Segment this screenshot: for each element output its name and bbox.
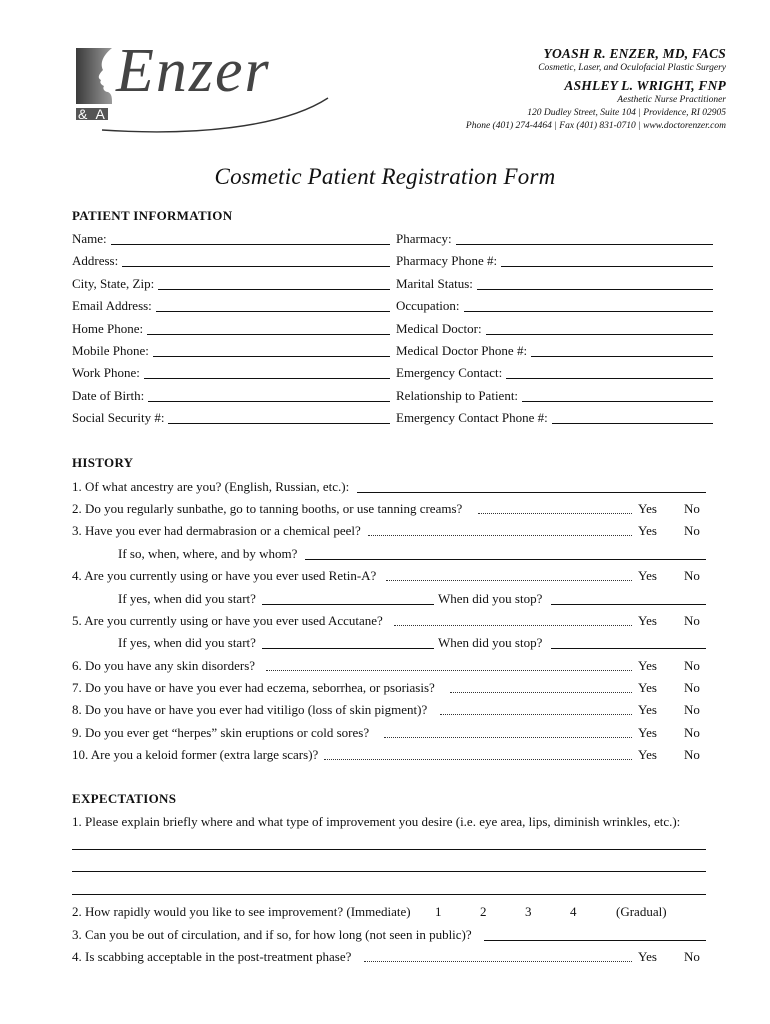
expectations-heading: EXPECTATIONS — [72, 791, 177, 806]
patient-right-field-input[interactable] — [531, 344, 713, 357]
np-title: Aesthetic Nurse Practitioner — [617, 95, 726, 105]
accutane-stop-field[interactable] — [551, 636, 706, 649]
leader-dots — [394, 614, 632, 626]
history-q7-no[interactable]: No — [684, 680, 700, 695]
patient-left-field-input[interactable] — [111, 232, 390, 245]
patient-info-heading: PATIENT INFORMATION — [72, 208, 233, 223]
leader-dots — [266, 659, 632, 671]
leader-dots — [386, 569, 632, 581]
history-q4-start-label: If yes, when did you start? — [118, 591, 256, 606]
patient-right-field-label: Occupation: — [396, 298, 460, 314]
patient-right-field-input[interactable] — [464, 299, 713, 312]
improvement-answer-line-2[interactable] — [72, 870, 706, 872]
expectations-q2-label: 2. How rapidly would you like to see improvement? (Immediate) — [72, 904, 411, 919]
downtime-field[interactable] — [484, 928, 706, 941]
practice-logo — [72, 37, 342, 138]
history-q5-yes[interactable]: Yes — [638, 613, 657, 628]
patient-left-field-label: Mobile Phone: — [72, 343, 149, 358]
logo-subtitle: & ASSOCIATES,PC — [78, 106, 240, 122]
history-q7-yes[interactable]: Yes — [638, 680, 657, 695]
patient-left-field-input[interactable] — [158, 277, 390, 290]
patient-right-field-input[interactable] — [456, 232, 713, 245]
history-q4-stop-label: When did you stop? — [438, 591, 543, 606]
leader-dots — [478, 502, 632, 514]
expectations-q4-no[interactable]: No — [684, 949, 700, 964]
history-q4-yes[interactable]: Yes — [638, 568, 657, 583]
history-q2-label: 2. Do you regularly sunbathe, go to tanning booths, or use tanning creams? — [72, 501, 463, 516]
history-q8-yes[interactable]: Yes — [638, 702, 657, 717]
patient-right-field-input[interactable] — [501, 254, 713, 267]
expectations-q4-label: 4. Is scabbing acceptable in the post-treatment phase? — [72, 949, 352, 964]
patient-left-field-input[interactable] — [168, 411, 390, 424]
patient-right-field-label: Pharmacy Phone #: — [396, 253, 498, 269]
leader-dots — [440, 703, 632, 715]
speed-option-1[interactable]: 1 — [435, 904, 442, 919]
history-q3-no[interactable]: No — [684, 523, 700, 538]
history-q6-no[interactable]: No — [684, 658, 700, 673]
improvement-answer-line-1[interactable] — [72, 848, 706, 850]
leader-dots — [384, 726, 632, 738]
history-q10-label: 10. Are you a keloid former (extra large scars)? — [72, 747, 319, 762]
doctor-specialty: Cosmetic, Laser, and Oculofacial Plastic Surgery — [538, 63, 726, 73]
retin-a-start-field[interactable] — [262, 592, 434, 605]
patient-left-field-label: Email Address: — [72, 298, 152, 314]
patient-right-field-label: Emergency Contact Phone #: — [396, 410, 548, 426]
patient-left-field-label: Home Phone: — [72, 320, 144, 336]
history-q2-no[interactable]: No — [684, 501, 700, 516]
patient-right-field-label: Medical Doctor Phone #: — [396, 343, 528, 358]
speed-option-2[interactable]: 2 — [480, 904, 487, 919]
history-q9-label: 9. Do you ever get “herpes” skin eruptions or cold sores? — [72, 725, 370, 740]
leader-dots — [368, 524, 632, 536]
history-q3-label: 3. Have you ever had dermabrasion or a chemical peel? — [72, 523, 361, 538]
patient-left-field-label: City, State, Zip: — [72, 275, 155, 291]
history-q5-stop-label: When did you stop? — [438, 635, 543, 650]
patient-left-field-input[interactable] — [122, 254, 390, 267]
history-q6-yes[interactable]: Yes — [638, 658, 657, 673]
history-q5-start-label: If yes, when did you start? — [118, 635, 256, 650]
history-q5-no[interactable]: No — [684, 613, 700, 628]
history-q9-no[interactable]: No — [684, 725, 700, 740]
history-q3-yes[interactable]: Yes — [638, 523, 657, 538]
patient-left-field-input[interactable] — [156, 299, 390, 312]
history-q2-yes[interactable]: Yes — [638, 501, 657, 516]
ancestry-field[interactable] — [357, 480, 706, 493]
patient-left-field-label: Address: — [72, 253, 119, 269]
history-heading: HISTORY — [72, 455, 134, 470]
history-q3-sub-label: If so, when, where, and by whom? — [118, 546, 298, 561]
patient-left-field-input[interactable] — [144, 366, 390, 379]
form-title: Cosmetic Patient Registration Form — [214, 164, 556, 189]
patient-left-field-input[interactable] — [153, 344, 390, 357]
expectations-q4-yes[interactable]: Yes — [638, 949, 657, 964]
patient-right-field-label: Relationship to Patient: — [396, 387, 519, 403]
speed-option-4[interactable]: 4 — [570, 904, 577, 919]
patient-right-field-input[interactable] — [477, 277, 713, 290]
patient-right-field-input[interactable] — [506, 366, 713, 379]
speed-option-3[interactable]: 3 — [525, 904, 532, 919]
history-q7-label: 7. Do you have or have you ever had eczema, seborrhea, or psoriasis? — [72, 680, 435, 695]
logo-wordmark: Enzer — [116, 37, 271, 105]
patient-right-field-input[interactable] — [522, 389, 713, 402]
patient-right-field-label: Marital Status: — [396, 275, 473, 291]
retin-a-stop-field[interactable] — [551, 592, 706, 605]
history-q6-label: 6. Do you have any skin disorders? — [72, 658, 256, 673]
patient-right-field-label: Medical Doctor: — [396, 320, 482, 336]
patient-left-field-input[interactable] — [148, 389, 390, 402]
history-q5-label: 5. Are you currently using or have you ever used Accutane? — [72, 613, 383, 628]
history-q4-no[interactable]: No — [684, 568, 700, 583]
history-q8-label: 8. Do you have or have you ever had vitiligo (loss of skin pigment)? — [72, 702, 428, 717]
practice-address: 120 Dudley Street, Suite 104 | Providence, RI 02905 — [527, 108, 726, 118]
improvement-answer-line-3[interactable] — [72, 893, 706, 895]
leader-dots — [324, 748, 632, 760]
patient-left-field-label: Name: — [72, 231, 107, 246]
peel-details-field[interactable] — [305, 547, 706, 560]
patient-right-field-label: Emergency Contact: — [396, 365, 503, 381]
patient-left-field-label: Date of Birth: — [72, 387, 145, 403]
accutane-start-field[interactable] — [262, 636, 434, 649]
expectations-q3-label: 3. Can you be out of circulation, and if so, for how long (not seen in public)? — [72, 927, 472, 942]
leader-dots — [364, 950, 632, 962]
np-name: ASHLEY L. WRIGHT, FNP — [564, 78, 726, 93]
patient-right-field-input[interactable] — [486, 322, 713, 335]
speed-gradual-label: (Gradual) — [616, 904, 667, 919]
doctor-name: YOASH R. ENZER, MD, FACS — [543, 46, 726, 61]
history-q1-label: 1. Of what ancestry are you? (English, Russian, etc.): — [72, 479, 350, 494]
patient-left-field-input[interactable] — [147, 322, 390, 335]
history-q10-yes[interactable]: Yes — [638, 747, 657, 762]
patient-left-field-label: Social Security #: — [72, 410, 165, 426]
leader-dots — [450, 681, 632, 693]
patient-right-field-label: Pharmacy: — [396, 231, 452, 246]
practice-contact: Phone (401) 274-4464 | Fax (401) 831-0710 | www.doctorenzer.com — [465, 121, 726, 131]
history-q10-no[interactable]: No — [684, 747, 700, 762]
patient-right-field-input[interactable] — [552, 411, 713, 424]
history-q8-no[interactable]: No — [684, 702, 700, 717]
history-q4-label: 4. Are you currently using or have you ever used Retin-A? — [72, 568, 377, 583]
patient-left-field-label: Work Phone: — [72, 365, 140, 381]
expectations-q1-label: 1. Please explain briefly where and what type of improvement you desire (i.e. eye area, lips, diminish wrinkles, etc.): — [72, 814, 681, 829]
history-q9-yes[interactable]: Yes — [638, 725, 657, 740]
